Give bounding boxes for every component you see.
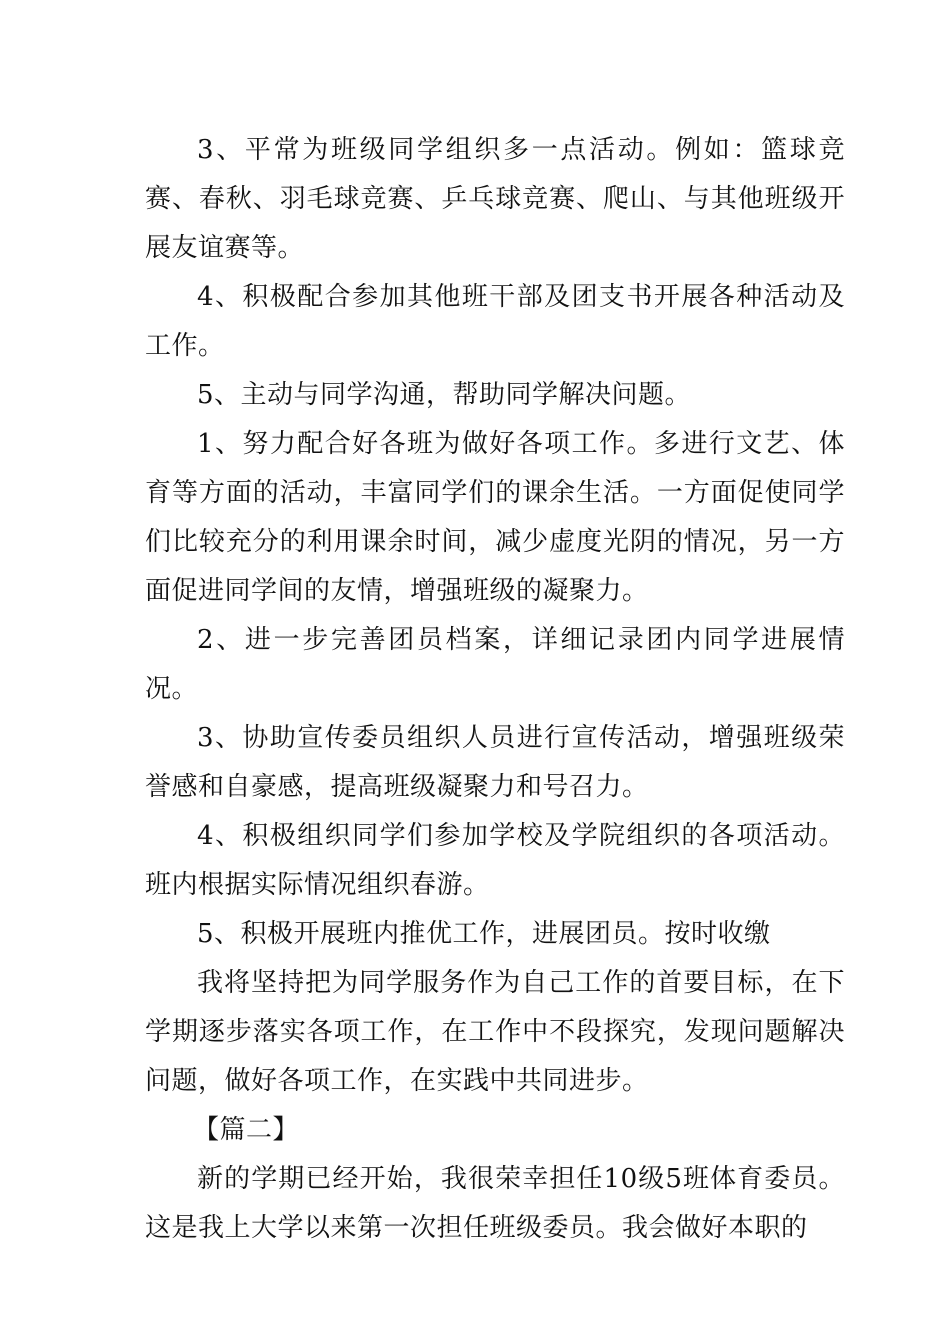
paragraph: 我将坚持把为同学服务作为自己工作的首要目标，在下学期逐步落实各项工作，在工作中不段探究，发现问题解决问题，做好各项工作，在实践中共同进步。 <box>145 968 845 1096</box>
paragraph: 5、积极开展班内推优工作，进展团员。按时收缴 <box>197 919 771 949</box>
section-heading: 【篇二】 <box>193 1115 300 1145</box>
paragraph: 1、努力配合好各班为做好各项工作。多进行文艺、体育等方面的活动，丰富同学们的课余生活。一方面促使同学们比较充分的利用课余时间，减少虚度光阴的情况，另一方面促进同学间的友情，增强班级的凝聚力。 <box>145 429 845 606</box>
paragraph: 3、平常为班级同学组织多一点活动。例如：篮球竞赛、春秋、羽毛球竞赛、乒乓球竞赛、爬山、与其他班级开展友谊赛等。 <box>145 135 845 263</box>
document-body <box>145 126 845 1253</box>
paragraph: 2、进一步完善团员档案，详细记录团内同学进展情况。 <box>145 625 845 704</box>
paragraph: 3、协助宣传委员组织人员进行宣传活动，增强班级荣誉感和自豪感，提高班级凝聚力和号召力。 <box>145 723 845 802</box>
paragraph: 5、主动与同学沟通，帮助同学解决问题。 <box>197 380 692 410</box>
paragraph: 新的学期已经开始，我很荣幸担任10级5班体育委员。这是我上大学以来第一次担任班级委员。我会做好本职的 <box>145 1164 845 1243</box>
paragraph: 4、积极配合参加其他班干部及团支书开展各种活动及工作。 <box>145 282 845 361</box>
paragraph: 4、积极组织同学们参加学校及学院组织的各项活动。班内根据实际情况组织春游。 <box>145 821 845 900</box>
